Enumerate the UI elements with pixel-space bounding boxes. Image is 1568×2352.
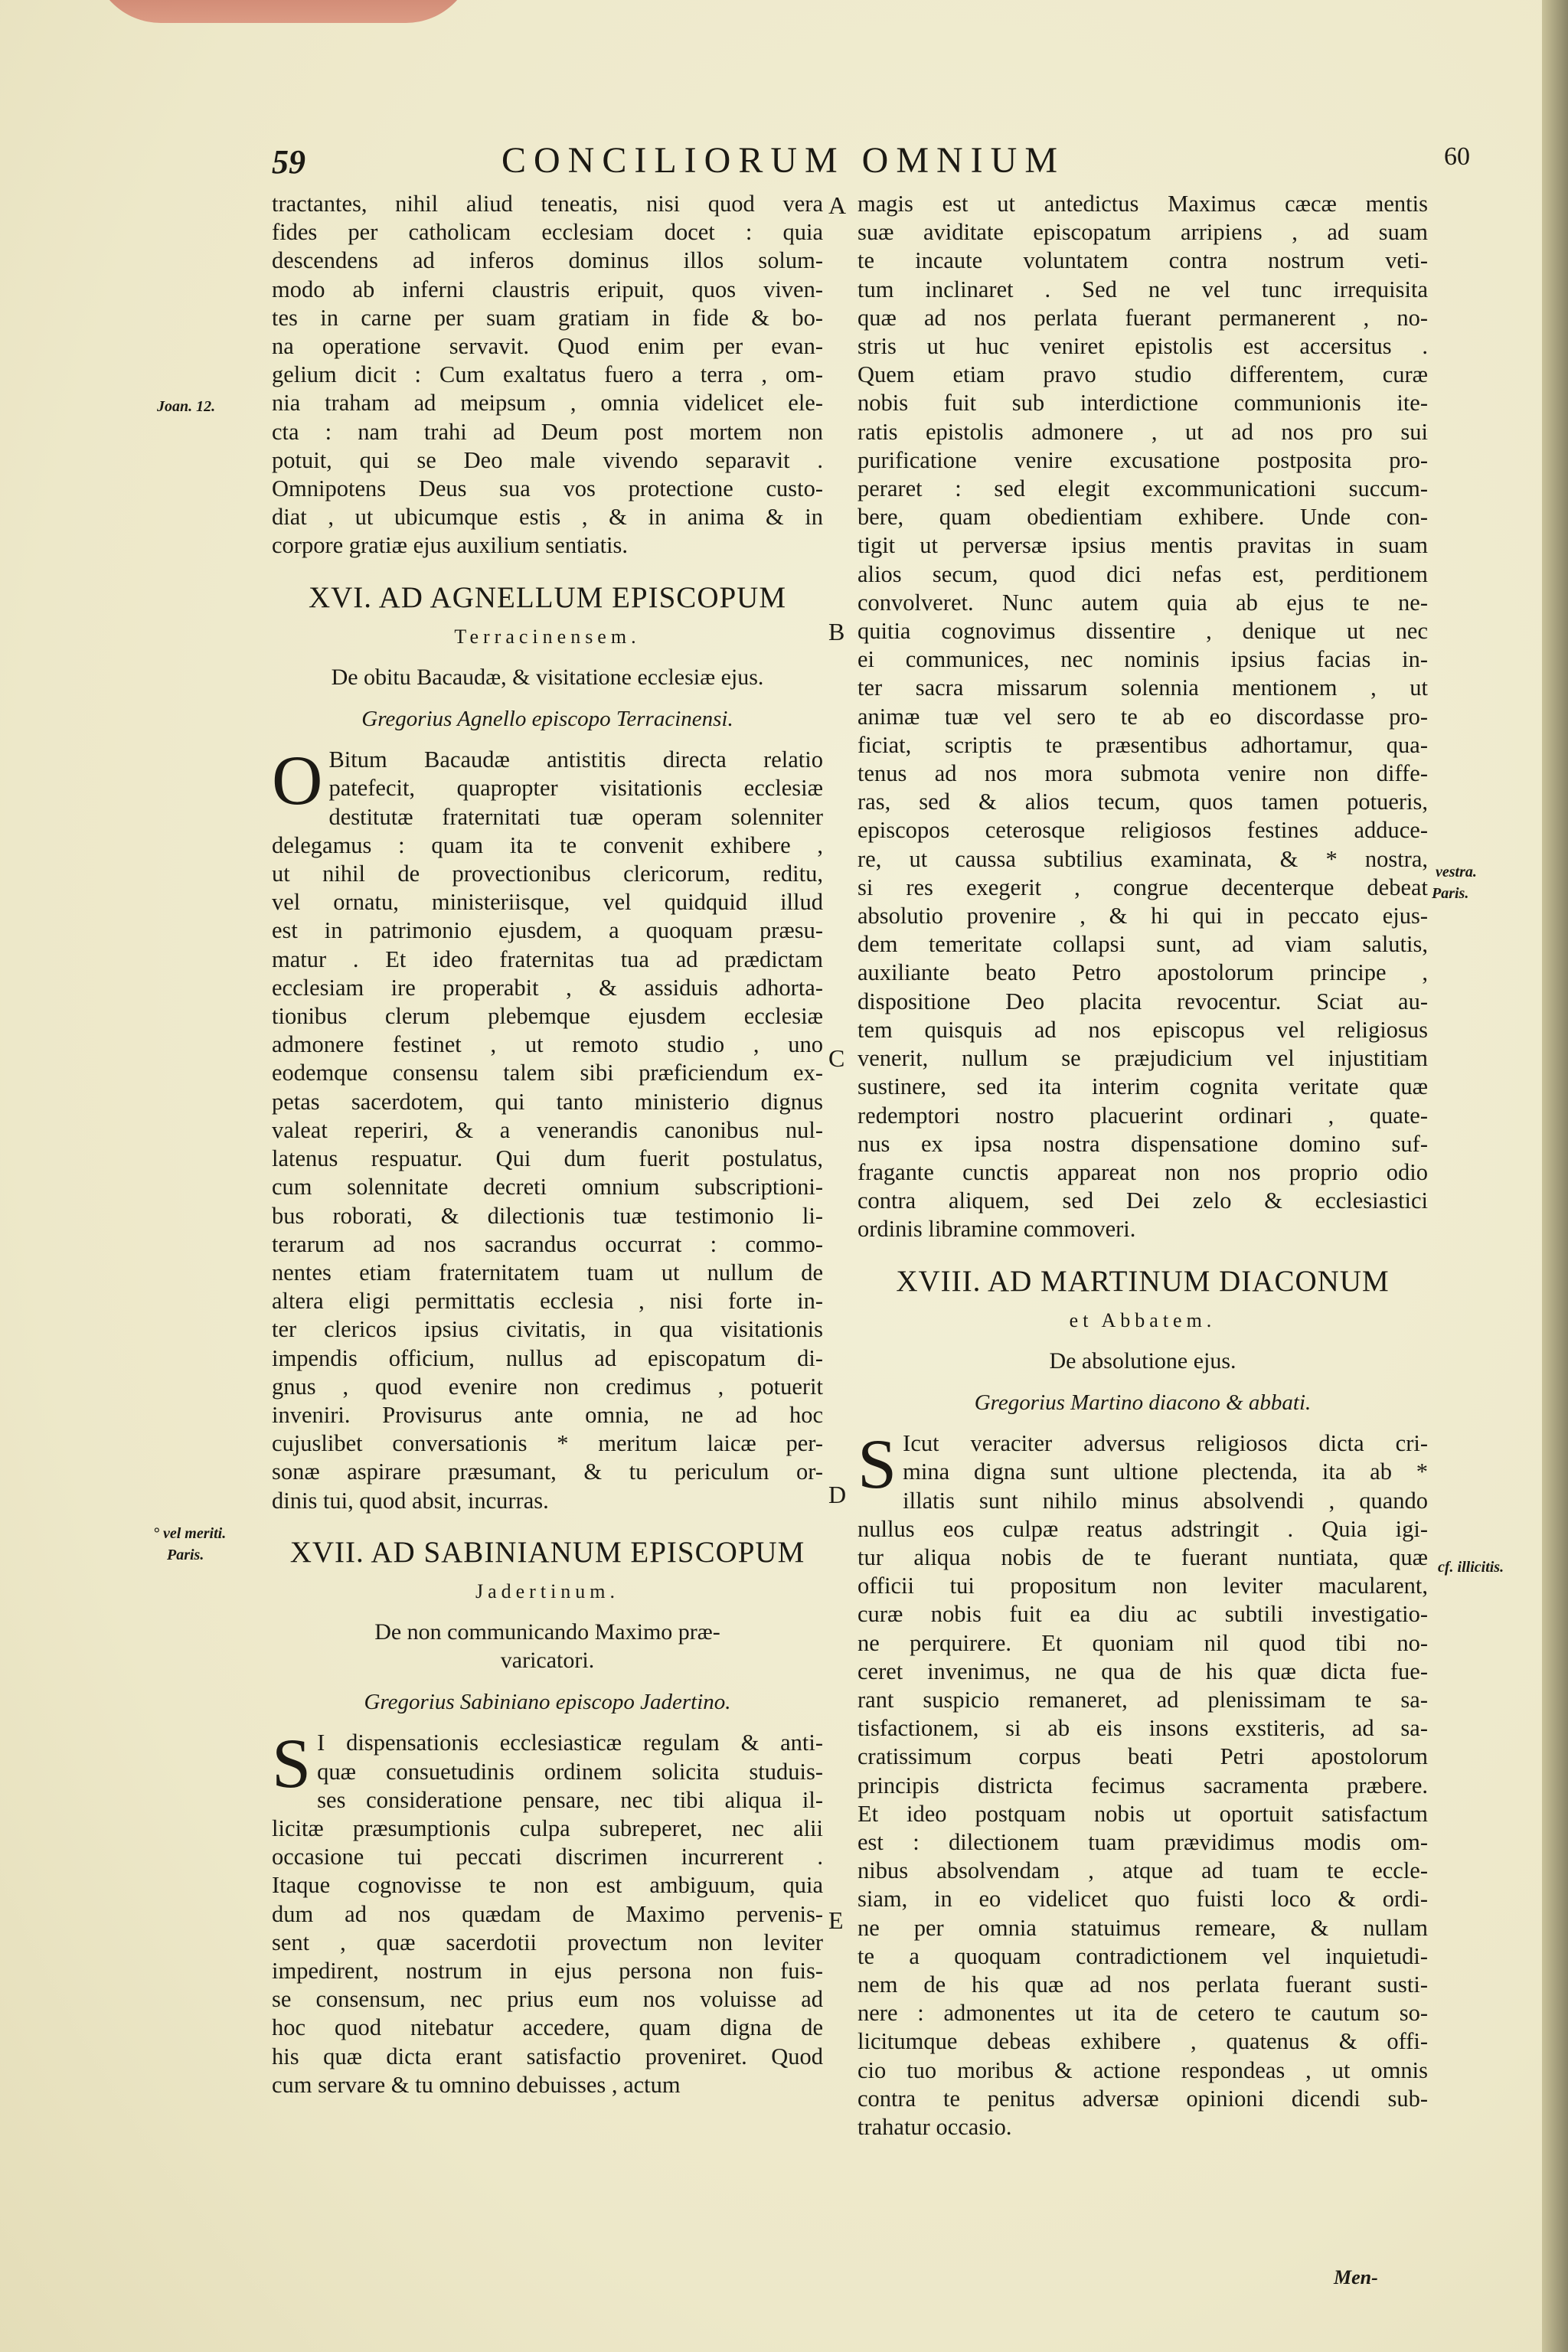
text-line: si res exegerit , congrue decenterque debeat bbox=[858, 874, 1428, 900]
text-line: suæ aviditate episcopatum arripiens , ad suam bbox=[858, 219, 1428, 246]
text-line: cujuslibet conversationis * meritum laicæ per- bbox=[272, 1430, 823, 1457]
text-line: potuit, qui se Deo male vivendo separavit . bbox=[272, 446, 823, 473]
text-line: cratissimum corpus beati Petri apostolorum bbox=[858, 1743, 1428, 1770]
section-subhead-16: Terracinensem. bbox=[454, 625, 641, 648]
margin-note-vel-meriti: ° vel meriti. bbox=[153, 1525, 227, 1542]
greeting-16: Gregorius Agnello episcopo Terracinensi. bbox=[361, 707, 733, 732]
text-line: gnus , quod evenire non credimus , potuerit bbox=[272, 1373, 823, 1400]
letter-18-body bbox=[858, 1425, 1428, 2141]
letter-16-body bbox=[272, 741, 823, 1514]
text-line: tractantes, nihil aliud teneatis, nisi quod vera bbox=[272, 191, 823, 217]
text-line: re, ut caussa subtilius examinata, & * nostra, bbox=[858, 845, 1428, 872]
section-heading-17: XVII. AD SABINIANUM EPISCOPUM bbox=[289, 1535, 805, 1569]
text-line: est : dilectionem tuam prævidimus modis om- bbox=[858, 1828, 1428, 1855]
text-line: tionibus clerum plebemque ejusdem ecclesiæ bbox=[272, 1003, 823, 1030]
text-line: gelium dicit : Cum exaltatus fuero a terra , om- bbox=[272, 361, 823, 388]
text-line: stris ut huc veniret epistolis est accersitus . bbox=[858, 333, 1428, 360]
text-line: dem temeritate collapsi sunt, ad viam salutis, bbox=[858, 931, 1428, 958]
text-line: ratis epistolis admonere , ut ad nos pro sui bbox=[858, 418, 1428, 445]
text-line: convolveret. Nunc autem quia ab ejus te ne- bbox=[858, 589, 1428, 616]
text-line: ut nihil de provectionibus clericorum, reditu, bbox=[272, 861, 823, 887]
text-line: trahatur occasio. bbox=[858, 2114, 1012, 2140]
right-opening bbox=[858, 190, 1428, 1244]
dropcap-16: O bbox=[272, 741, 323, 820]
text-line: ei communices, nec nominis ipsius facias in- bbox=[858, 646, 1428, 673]
text-line: rant suspicio remaneret, ad plenissimam te sa- bbox=[858, 1686, 1428, 1713]
letter-16 bbox=[272, 741, 823, 1514]
text-line: bus roborati, & dilectionis tuæ testimonio li- bbox=[272, 1202, 823, 1229]
text-line: ter sacra missarum solennia mentionem , ut bbox=[858, 675, 1428, 701]
text-line: illatis sunt nihilo minus absolvendi , quando bbox=[903, 1487, 1428, 1514]
text-line: ter clericos ipsius civitatis, in qua visitationis bbox=[272, 1316, 823, 1343]
text-line: tem quisquis ad nos episcopus vel religiosus bbox=[858, 1016, 1428, 1043]
text-line: Omnipotens Deus sua vos protectione custo- bbox=[272, 475, 823, 502]
text-line: principis districta fecimus sacramenta præbere. bbox=[858, 1772, 1428, 1798]
text-line: ses consideratione pensare, nec tibi aliqua il- bbox=[317, 1786, 823, 1813]
text-line: nus ex ipsa nostra dispensatione domino suf- bbox=[858, 1130, 1428, 1157]
text-line: te a quoquam contradictionem vel inquietudi- bbox=[858, 1942, 1428, 1969]
catchword: Men- bbox=[1334, 2266, 1378, 2288]
text-line: descendens ad inferos dominus illos solum- bbox=[272, 247, 823, 274]
text-line: nullus eos culpæ reatus adstringit . Quia igi- bbox=[858, 1515, 1428, 1542]
marker-a: A bbox=[828, 191, 847, 219]
page-number-left: 59 bbox=[272, 143, 305, 181]
margin-note-paris-right: Paris. bbox=[1432, 885, 1469, 902]
text-line: destitutæ fraternitati tuæ operam solenniter bbox=[328, 803, 823, 830]
text-line: tisfactionem, si ab eis insons exstiteris, ad sa- bbox=[858, 1715, 1428, 1742]
text-line: licitumque debeas exhibere , quatenus & offi- bbox=[858, 2028, 1428, 2055]
marker-e: E bbox=[828, 1906, 844, 1934]
text-line: nere : admonentes ut ita de cetero te cautum so- bbox=[858, 2000, 1428, 2027]
text-line: delegamus : quam ita te convenit exhibere , bbox=[272, 831, 823, 858]
text-line: admonere festinet , ut remoto studio , uno bbox=[272, 1031, 823, 1058]
margin-note-vestra: vestra. bbox=[1436, 864, 1477, 880]
text-line: ficiat, scriptis te præsentibus adhortamur, qua- bbox=[858, 731, 1428, 758]
margin-note-paris-left: Paris. bbox=[167, 1547, 204, 1563]
text-line: Quem etiam pravo studio differentem, curæ bbox=[858, 361, 1428, 388]
greeting-18: Gregorius Martino diacono & abbati. bbox=[974, 1390, 1312, 1415]
text-line: alios secum, quod dici nefas est, perditionem bbox=[858, 560, 1428, 587]
text-line: Itaque cognovisse te non est ambiguum, quia bbox=[272, 1872, 823, 1899]
section-heading-18: XVIII. AD MARTINUM DIACONUM bbox=[896, 1264, 1390, 1298]
text-line: altera eligi permittatis ecclesia , nisi forte in- bbox=[272, 1288, 823, 1315]
text-line: dum ad nos quædam de Maximo pervenis- bbox=[272, 1900, 823, 1927]
section-desc-16: De obitu Bacaudæ, & visitatione ecclesiæ ejus. bbox=[331, 665, 764, 691]
marker-b: B bbox=[828, 618, 845, 645]
page-edge bbox=[1542, 0, 1568, 2352]
text-line: sonæ aspirare præsumant, & tu periculum or- bbox=[272, 1459, 823, 1485]
text-line: cio tuo moribus & actione respondeas , ut omnis bbox=[858, 2056, 1428, 2083]
text-line: auxiliante beato Petro apostolorum principe , bbox=[858, 959, 1428, 986]
text-line: I dispensationis ecclesiasticæ regulam & anti- bbox=[317, 1730, 823, 1756]
text-line: tigit ut perversæ ipsius mentis pravitas in suam bbox=[858, 532, 1428, 559]
text-line: contra te penitus adversæ opinioni dicendi sub- bbox=[858, 2085, 1428, 2112]
text-line: absolutio provenire , & hi qui in peccato ejus- bbox=[858, 903, 1428, 929]
marker-c: C bbox=[828, 1044, 845, 1072]
text-line: ne per omnia statuimus remeare, & nullam bbox=[858, 1914, 1428, 1941]
text-line: nibus absolvendam , atque ad tuam te eccle- bbox=[858, 1857, 1428, 1884]
text-line: animæ tuæ vel sero te ab eo discordasse pro- bbox=[858, 703, 1428, 730]
letter-18 bbox=[858, 1425, 1428, 2141]
text-line: quitia cognovimus dissentire , denique ut nec bbox=[858, 618, 1428, 645]
text-line: valeat reperiri, & a venerandis canonibus nul- bbox=[272, 1116, 823, 1143]
letter-17-body bbox=[272, 1724, 823, 2099]
text-line: purificatione venire excusatione postposita pro- bbox=[858, 446, 1428, 473]
text-line: vel ornatu, ministeriisque, vel quidquid illud bbox=[272, 889, 823, 916]
text-line: tenus ad nos mora submota venire non diffe- bbox=[858, 760, 1428, 787]
text-line: tur aliqua nobis de te fuerant nuntiata, quæ bbox=[858, 1544, 1428, 1570]
text-line: quæ consuetudinis ordinem solicita studuis- bbox=[317, 1758, 823, 1785]
dropcap-18: S bbox=[858, 1425, 897, 1504]
left-column bbox=[272, 190, 823, 2099]
marker-d: D bbox=[828, 1481, 847, 1508]
text-line: redemptori nostro placuerint ordinari , quate- bbox=[858, 1102, 1428, 1129]
text-line: nobis fuit sub interdictione communionis ite- bbox=[858, 390, 1428, 416]
text-line: matur . Et ideo fraternitas tua ad prædictam bbox=[272, 946, 823, 972]
text-line: tum inclinaret . Sed ne vel tunc irrequisita bbox=[858, 276, 1428, 302]
text-line: diat , ut ubicumque estis , & in anima & in bbox=[272, 504, 823, 531]
text-line: corpore gratiæ ejus auxilium sentiatis. bbox=[272, 532, 629, 559]
text-line: Bitum Bacaudæ antistitis directa relatio bbox=[328, 746, 823, 773]
text-line: mina digna sunt ultione plectenda, ita ab * bbox=[903, 1459, 1428, 1485]
text-line: peraret : sed elegit excommunicationi succum- bbox=[858, 475, 1428, 502]
text-line: ordinis libramine commoveri. bbox=[858, 1216, 1136, 1243]
text-line: terarum ad nos sacrandus occurrat : commo- bbox=[272, 1230, 823, 1257]
text-line: cum servare & tu omnino debuisses , actum bbox=[272, 2071, 681, 2098]
text-line: fides per catholicam ecclesiam docet : quia bbox=[272, 219, 823, 246]
text-line: occasione tui peccati discrimen incurrerent . bbox=[272, 1844, 823, 1870]
text-line: licitæ præsumptionis culpa subreperet, nec alii bbox=[272, 1815, 823, 1841]
section-subhead-17: Jadertinum. bbox=[475, 1579, 620, 1602]
desc-line: varicatori. bbox=[500, 1648, 595, 1674]
text-line: venerit, nullum se præjudicium vel injustitiam bbox=[858, 1045, 1428, 1072]
text-line: Et ideo postquam nobis ut oportuit satisfactum bbox=[858, 1800, 1428, 1827]
text-line: ras, sed & alios tecum, quos tamen potueris, bbox=[858, 789, 1428, 815]
section-subhead-18: et Abbatem. bbox=[1069, 1308, 1217, 1331]
text-line: eodemque consensu talem sibi præficiendum ex- bbox=[272, 1060, 823, 1086]
desc-line: De non communicando Maximo præ- bbox=[374, 1619, 720, 1645]
text-line: te incaute voluntatem contra nostrum veti- bbox=[858, 247, 1428, 274]
running-header bbox=[272, 139, 1470, 193]
text-line: ceret invenimus, ne qua de his quæ dicta fue- bbox=[858, 1658, 1428, 1684]
section-heading-16: XVI. AD AGNELLUM EPISCOPUM bbox=[308, 580, 787, 614]
text-line: cta : nam trahi ad Deum post mortem non bbox=[272, 418, 823, 445]
text-line: officii tui propositum non leviter macularent, bbox=[858, 1573, 1428, 1599]
text-line: ecclesiam ire properabit , & assiduis adhorta- bbox=[272, 974, 823, 1001]
text-line: curæ nobis fuit ea diu ac subtili investigatio- bbox=[858, 1601, 1428, 1628]
running-title: CONCILIORUM OMNIUM bbox=[501, 140, 1066, 181]
text-line: Icut veraciter adversus religiosos dicta cri- bbox=[903, 1430, 1428, 1457]
text-line: inveniri. Provisurus ante omnia, ne ad hoc bbox=[272, 1401, 823, 1428]
text-line: latenus respuatur. Qui dum fuerit postulatus, bbox=[272, 1145, 823, 1172]
text-line: na operatione servavit. Quod enim per evan- bbox=[272, 333, 823, 360]
text-line: patefecit, quapropter visitationis ecclesiæ bbox=[328, 775, 823, 802]
margin-note-joan: Joan. 12. bbox=[157, 398, 216, 415]
text-line: siam, in eo videlicet quo fuisti loco & ordi- bbox=[858, 1886, 1428, 1913]
text-line: petas sacerdotem, qui tanto ministerio dignus bbox=[272, 1088, 823, 1115]
text-line: bere, quam obedientiam exhibere. Unde con- bbox=[858, 504, 1428, 531]
text-line: contra aliquem, sed Dei zelo & ecclesiastici bbox=[858, 1187, 1428, 1214]
margin-note-cf-illicitis: cf. illicitis. bbox=[1438, 1559, 1504, 1576]
text-line: fragante cunctis appareat non nos proprio odio bbox=[858, 1158, 1428, 1185]
text-line: episcopos ceterosque religiosos festines adduce- bbox=[858, 817, 1428, 844]
text-line: his quæ dicta erant satisfactio proveniret. Quod bbox=[272, 2043, 823, 2069]
text-line: sustinere, sed ita interim cognita veritate quæ bbox=[858, 1073, 1428, 1100]
text-line: sent , quæ sacerdotii provectum non leviter bbox=[272, 1929, 823, 1955]
text-line: cum solennitate decreti omnium subscriptioni- bbox=[272, 1174, 823, 1200]
section-desc-18: De absolutione ejus. bbox=[1049, 1348, 1236, 1374]
greeting-17: Gregorius Sabiniano episcopo Jadertino. bbox=[364, 1690, 731, 1715]
text-line: nentes etiam fraternitatem tuam ut nullum de bbox=[272, 1259, 823, 1285]
letter-17 bbox=[272, 1724, 823, 2099]
text-line: se consensum, nec prius eum nos voluisse ad bbox=[272, 1986, 823, 2013]
text-line: magis est ut antedictus Maximus cæcæ mentis bbox=[858, 191, 1428, 217]
text-line: nia traham ad meipsum , omnia videlicet ele- bbox=[272, 390, 823, 416]
text-line: impendis officium, nullus ad episcopatum di- bbox=[272, 1344, 823, 1371]
thumb-shadow bbox=[92, 0, 475, 23]
text-line: quæ ad nos perlata fuerant permanerent , no- bbox=[858, 304, 1428, 331]
text-line: est in patrimonio ejusdem, a quoquam præsu- bbox=[272, 917, 823, 944]
text-line: impedirent, nostrum in ejus persona non fuis- bbox=[272, 1957, 823, 1984]
text-line: dinis tui, quod absit, incurras. bbox=[272, 1487, 549, 1514]
left-opening bbox=[272, 190, 823, 560]
dropcap-17: S bbox=[272, 1724, 312, 1803]
text-line: dispositione Deo placita revocentur. Sciat au- bbox=[858, 988, 1428, 1014]
text-line: nem de his quæ ad nos perlata fuerant susti- bbox=[858, 1971, 1428, 1998]
section-desc-17 bbox=[272, 1618, 823, 1674]
text-line: tes in carne per suam gratiam in fide & bo- bbox=[272, 304, 823, 331]
right-column bbox=[858, 190, 1428, 2141]
text-line: ne perquirere. Et quoniam nil quod tibi no- bbox=[858, 1629, 1428, 1656]
text-line: modo ab inferni claustris eripuit, quos viven- bbox=[272, 276, 823, 302]
page-number-right: 60 bbox=[1444, 142, 1470, 171]
text-line: hoc quod nitebatur accedere, quam digna de bbox=[272, 2014, 823, 2041]
